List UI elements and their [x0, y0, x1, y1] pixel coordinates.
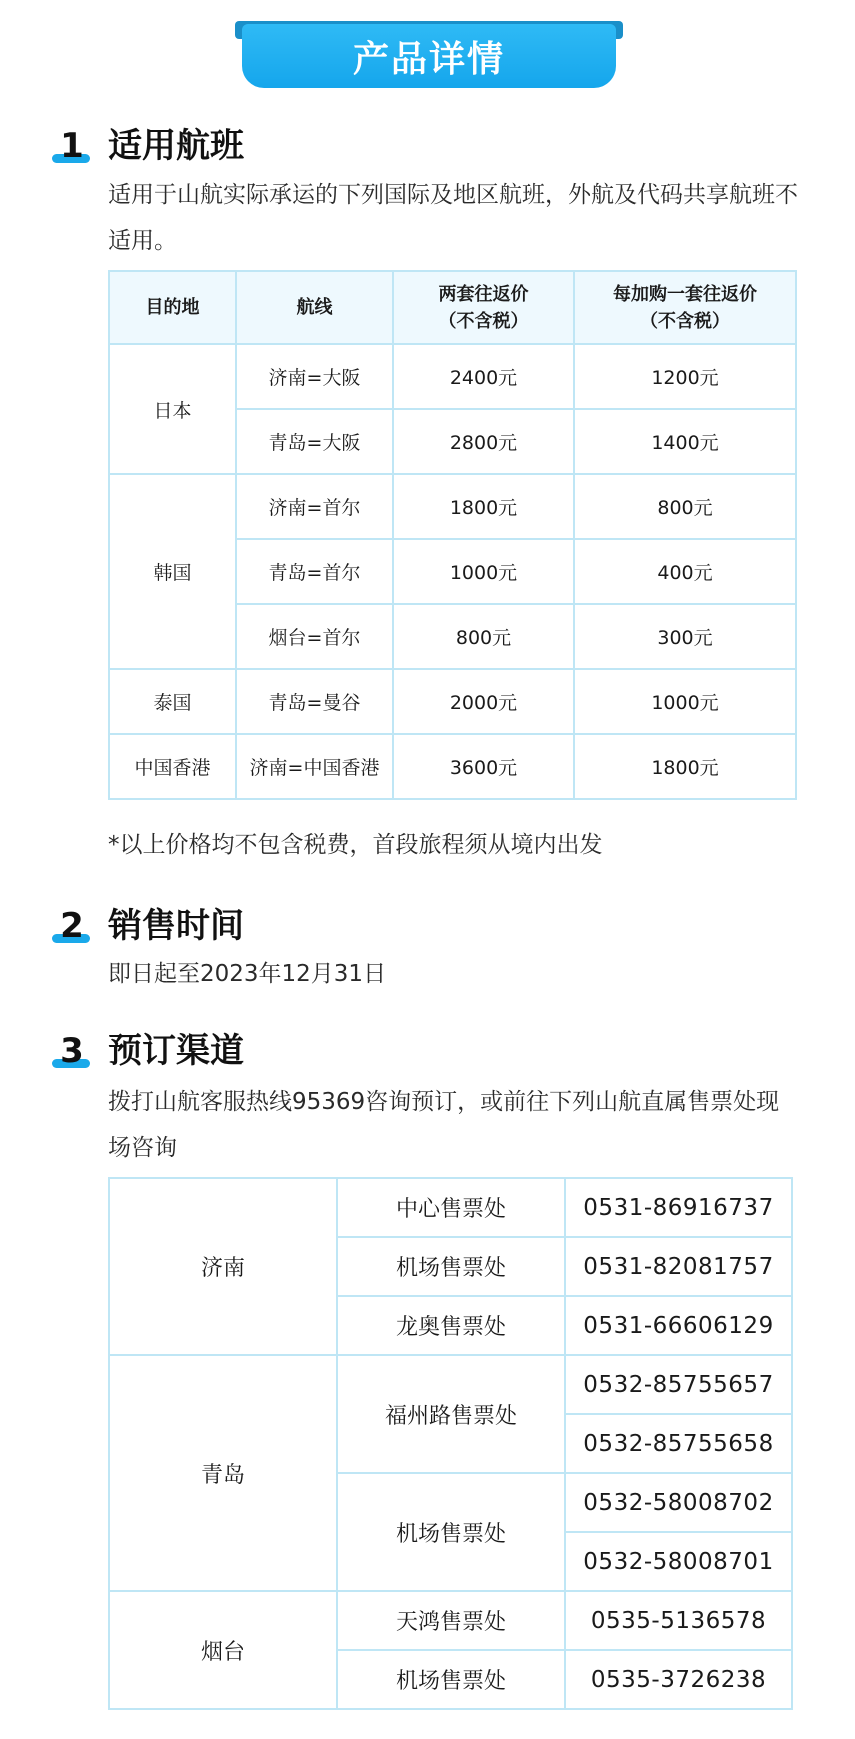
header-add-set-price: 每加购一套往返价 （不含税） [574, 271, 796, 344]
phone-number-cell: 0531-82081757 [565, 1237, 792, 1296]
city-cell: 青岛 [109, 1355, 337, 1591]
price-table [108, 270, 797, 800]
two-set-price-cell: 3600元 [393, 734, 574, 799]
add-set-price-cell: 400元 [574, 539, 796, 604]
destination-cell: 韩国 [109, 474, 236, 669]
section-number: 2 [60, 906, 84, 946]
two-set-price-cell: 800元 [393, 604, 574, 669]
table-row [109, 734, 796, 799]
add-set-price-cell: 1000元 [574, 669, 796, 734]
two-set-price-cell: 1000元 [393, 539, 574, 604]
phone-number-cell: 0535-3726238 [565, 1650, 792, 1709]
phone-number-cell: 0532-58008702 [565, 1473, 792, 1532]
booking-channel-description: 拨打山航客服热线95369咨询预订，或前往下列山航直属售票处现场咨询 [108, 1089, 780, 1161]
banner-title: 产品详情 [352, 38, 505, 80]
section-number: 3 [60, 1031, 84, 1071]
table-row [109, 1591, 792, 1650]
phone-number-cell: 0531-86916737 [565, 1178, 792, 1237]
route-cell: 烟台=首尔 [236, 604, 393, 669]
add-set-price-cell: 1200元 [574, 344, 796, 409]
phone-number-cell: 0532-58008701 [565, 1532, 792, 1591]
route-cell: 青岛=首尔 [236, 539, 393, 604]
route-cell: 济南=大阪 [236, 344, 393, 409]
section-number-badge [52, 1029, 92, 1079]
add-set-price-cell: 1800元 [574, 734, 796, 799]
two-set-price-cell: 2400元 [393, 344, 574, 409]
section-number: 1 [60, 126, 84, 166]
office-name-cell: 中心售票处 [337, 1178, 565, 1237]
table-row [109, 474, 796, 539]
route-cell: 青岛=曼谷 [236, 669, 393, 734]
office-name-cell: 福州路售票处 [337, 1355, 565, 1473]
section-title: 销售时间 [108, 906, 244, 946]
two-set-price-cell: 2000元 [393, 669, 574, 734]
page-banner [242, 24, 616, 88]
table-row [109, 1355, 792, 1414]
route-cell: 济南=中国香港 [236, 734, 393, 799]
ticket-office-table [108, 1177, 793, 1710]
two-set-price-cell: 2800元 [393, 409, 574, 474]
section-number-badge [52, 904, 92, 954]
office-name-cell: 机场售票处 [337, 1237, 565, 1296]
table-row [109, 669, 796, 734]
office-name-cell: 机场售票处 [337, 1473, 565, 1591]
destination-cell: 日本 [109, 344, 236, 474]
phone-number-cell: 0531-66606129 [565, 1296, 792, 1355]
add-set-price-cell: 300元 [574, 604, 796, 669]
header-route: 航线 [236, 271, 393, 344]
office-name-cell: 机场售票处 [337, 1650, 565, 1709]
phone-number-cell: 0535-5136578 [565, 1591, 792, 1650]
sale-period-text: 即日起至2023年12月31日 [108, 961, 387, 987]
destination-cell: 中国香港 [109, 734, 236, 799]
section-1-description: 适用于山航实际承运的下列国际及地区航班，外航及代码共享航班不适用。 [108, 182, 798, 254]
add-set-price-cell: 1400元 [574, 409, 796, 474]
add-set-price-cell: 800元 [574, 474, 796, 539]
route-cell: 济南=首尔 [236, 474, 393, 539]
section-title: 适用航班 [108, 126, 244, 166]
table-header-row [109, 271, 796, 344]
office-name-cell: 龙奥售票处 [337, 1296, 565, 1355]
office-name-cell: 天鸿售票处 [337, 1591, 565, 1650]
header-destination: 目的地 [109, 271, 236, 344]
table-row [109, 1178, 792, 1237]
destination-cell: 泰国 [109, 669, 236, 734]
two-set-price-cell: 1800元 [393, 474, 574, 539]
phone-number-cell: 0532-85755658 [565, 1414, 792, 1473]
city-cell: 烟台 [109, 1591, 337, 1709]
section-number-badge [52, 124, 92, 174]
table-row [109, 344, 796, 409]
header-two-set-price: 两套往返价 （不含税） [393, 271, 574, 344]
phone-number-cell: 0532-85755657 [565, 1355, 792, 1414]
route-cell: 青岛=大阪 [236, 409, 393, 474]
section-title: 预订渠道 [108, 1031, 244, 1071]
city-cell: 济南 [109, 1178, 337, 1355]
price-note: *以上价格均不包含税费，首段旅程须从境内出发 [108, 832, 603, 858]
